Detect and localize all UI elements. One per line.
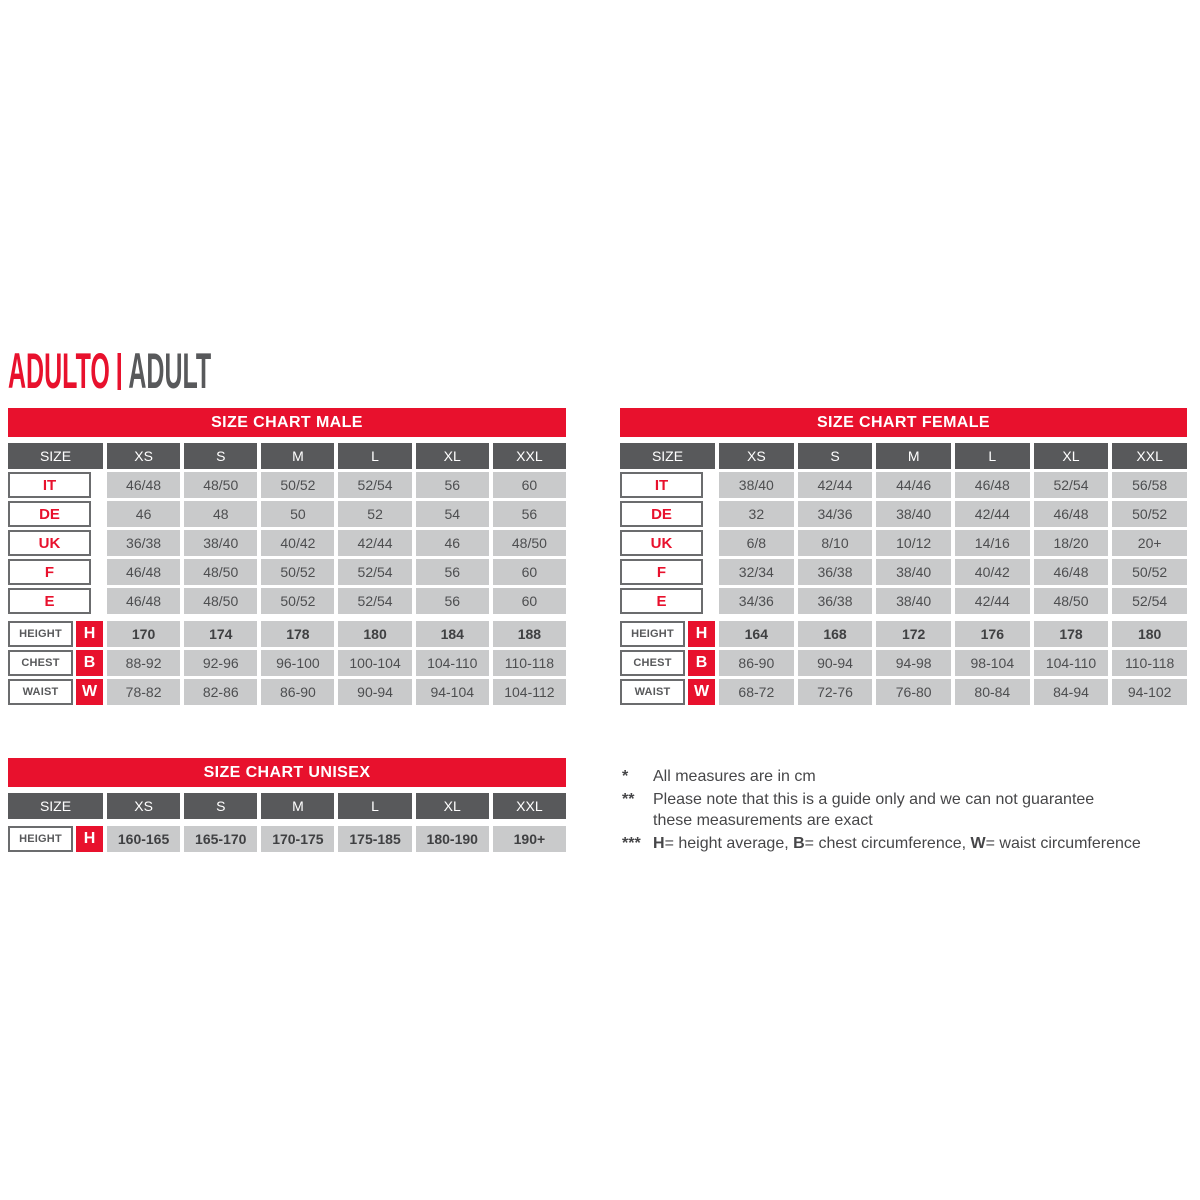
measure-value-cell: 178	[1034, 621, 1109, 647]
size-chart-unisex-table	[8, 758, 566, 852]
measure-letter-badge: W	[76, 679, 103, 705]
measure-value-cell: 104-110	[416, 650, 489, 676]
measure-value-cell: 68-72	[719, 679, 794, 705]
measure-value-cell: 170	[107, 621, 180, 647]
size-value-cell: 38/40	[876, 588, 951, 614]
measure-letter-badge: H	[76, 621, 103, 647]
measure-value-cell: 176	[955, 621, 1030, 647]
size-value-cell: 46/48	[1034, 559, 1109, 585]
measure-value-cell: 96-100	[261, 650, 334, 676]
size-value-cell: 56/58	[1112, 472, 1187, 498]
measure-value-cell: 94-98	[876, 650, 951, 676]
size-value-cell: 52/54	[1034, 472, 1109, 498]
size-column-header: SIZE	[8, 793, 103, 819]
size-value-cell: 44/46	[876, 472, 951, 498]
footnote	[622, 766, 1197, 787]
size-value-cell: 34/36	[719, 588, 794, 614]
size-value-cell: 50	[261, 501, 334, 527]
measure-row-label	[620, 650, 715, 676]
footnote	[622, 789, 1197, 831]
measure-row-label	[8, 650, 103, 676]
size-value-cell: 56	[493, 501, 566, 527]
page-title-primary: ADULTO	[8, 343, 110, 399]
size-system-label: DE	[8, 501, 91, 527]
measure-value-cell: 180	[1112, 621, 1187, 647]
size-system-label: UK	[620, 530, 703, 556]
size-value-cell: 42/44	[955, 501, 1030, 527]
size-value-cell: 46/48	[107, 472, 180, 498]
size-value-cell: 50/52	[261, 559, 334, 585]
footnote-text: H= height average, B= chest circumference, W= waist circumference	[653, 835, 1141, 852]
size-column-header: SIZE	[620, 443, 715, 469]
measure-name-label: WAIST	[620, 679, 685, 705]
size-system-label: DE	[620, 501, 703, 527]
size-system-label: IT	[620, 472, 703, 498]
size-value-cell: 14/16	[955, 530, 1030, 556]
measure-value-cell: 94-104	[416, 679, 489, 705]
size-value-cell: 48/50	[184, 472, 257, 498]
measure-value-cell: 180	[338, 621, 411, 647]
page-title-secondary: ADULT	[128, 343, 212, 399]
column-header-cell: S	[184, 443, 257, 469]
measure-value-cell: 172	[876, 621, 951, 647]
column-header-cell: XL	[1034, 443, 1109, 469]
size-column-header: SIZE	[8, 443, 103, 469]
size-value-cell: 48	[184, 501, 257, 527]
size-value-cell: 52/54	[338, 559, 411, 585]
footnote-marker: **	[622, 791, 635, 808]
column-header-cell: M	[261, 793, 334, 819]
size-value-cell: 40/42	[261, 530, 334, 556]
size-value-cell: 46/48	[107, 559, 180, 585]
measure-value-cell: 188	[493, 621, 566, 647]
size-system-label: IT	[8, 472, 91, 498]
measure-value-cell: 160-165	[107, 826, 180, 852]
size-value-cell: 10/12	[876, 530, 951, 556]
measure-letter-badge: H	[688, 621, 715, 647]
size-value-cell: 36/38	[798, 559, 873, 585]
measure-name-label: WAIST	[8, 679, 73, 705]
size-value-cell: 20+	[1112, 530, 1187, 556]
measure-value-cell: 190+	[493, 826, 566, 852]
measure-value-cell: 78-82	[107, 679, 180, 705]
measure-value-cell: 92-96	[184, 650, 257, 676]
measure-value-cell: 184	[416, 621, 489, 647]
size-value-cell: 8/10	[798, 530, 873, 556]
measure-value-cell: 180-190	[416, 826, 489, 852]
table-title-bar: SIZE CHART MALE	[8, 408, 566, 437]
size-value-cell: 50/52	[1112, 501, 1187, 527]
column-header-cell: M	[876, 443, 951, 469]
measure-value-cell: 84-94	[1034, 679, 1109, 705]
measure-grid	[620, 621, 1187, 705]
size-value-cell: 52/54	[1112, 588, 1187, 614]
size-value-cell: 48/50	[184, 559, 257, 585]
measure-grid	[8, 826, 566, 852]
size-system-label: F	[620, 559, 703, 585]
size-system-label: F	[8, 559, 91, 585]
size-value-cell: 48/50	[493, 530, 566, 556]
size-value-cell: 54	[416, 501, 489, 527]
size-value-cell: 34/36	[798, 501, 873, 527]
size-value-cell: 56	[416, 472, 489, 498]
column-header-cell: M	[261, 443, 334, 469]
size-value-cell: 60	[493, 472, 566, 498]
measure-value-cell: 76-80	[876, 679, 951, 705]
column-header-cell: S	[798, 443, 873, 469]
measure-grid	[8, 621, 566, 705]
measure-letter-badge: B	[76, 650, 103, 676]
measure-row-label	[620, 621, 715, 647]
measure-row-label	[8, 679, 103, 705]
table-grid	[8, 443, 566, 614]
size-value-cell: 32	[719, 501, 794, 527]
size-value-cell: 18/20	[1034, 530, 1109, 556]
measure-name-label: HEIGHT	[8, 621, 73, 647]
column-header-cell: XXL	[493, 793, 566, 819]
measure-value-cell: 178	[261, 621, 334, 647]
size-value-cell: 52/54	[338, 588, 411, 614]
table-grid	[620, 443, 1187, 614]
size-value-cell: 42/44	[955, 588, 1030, 614]
size-value-cell: 60	[493, 588, 566, 614]
size-value-cell: 56	[416, 588, 489, 614]
table-grid	[8, 793, 566, 819]
size-value-cell: 50/52	[1112, 559, 1187, 585]
size-value-cell: 46/48	[107, 588, 180, 614]
measure-letter-badge: H	[76, 826, 103, 852]
measure-value-cell: 164	[719, 621, 794, 647]
size-value-cell: 38/40	[876, 501, 951, 527]
measure-value-cell: 98-104	[955, 650, 1030, 676]
column-header-cell: XS	[719, 443, 794, 469]
measure-value-cell: 110-118	[493, 650, 566, 676]
column-header-cell: L	[338, 793, 411, 819]
footnote-marker: ***	[622, 835, 641, 852]
measure-value-cell: 86-90	[261, 679, 334, 705]
size-value-cell: 36/38	[798, 588, 873, 614]
column-header-cell: XL	[416, 793, 489, 819]
measure-value-cell: 168	[798, 621, 873, 647]
size-value-cell: 42/44	[338, 530, 411, 556]
size-chart-female-table	[620, 408, 1187, 705]
column-header-cell: XXL	[1112, 443, 1187, 469]
size-value-cell: 46	[107, 501, 180, 527]
measure-value-cell: 104-112	[493, 679, 566, 705]
measure-value-cell: 175-185	[338, 826, 411, 852]
measure-value-cell: 110-118	[1112, 650, 1187, 676]
size-value-cell: 36/38	[107, 530, 180, 556]
footnotes-block	[622, 766, 1197, 856]
measure-name-label: CHEST	[620, 650, 685, 676]
size-value-cell: 56	[416, 559, 489, 585]
footnote-text: All measures are in cm	[653, 768, 816, 785]
measure-value-cell: 165-170	[184, 826, 257, 852]
column-header-cell: L	[955, 443, 1030, 469]
measure-letter-badge: B	[688, 650, 715, 676]
size-value-cell: 38/40	[184, 530, 257, 556]
size-value-cell: 46/48	[1034, 501, 1109, 527]
title-divider	[117, 353, 121, 390]
measure-row-label	[8, 826, 103, 852]
measure-value-cell: 90-94	[798, 650, 873, 676]
measure-name-label: CHEST	[8, 650, 73, 676]
measure-row-label	[8, 621, 103, 647]
size-value-cell: 38/40	[876, 559, 951, 585]
size-value-cell: 48/50	[184, 588, 257, 614]
measure-value-cell: 100-104	[338, 650, 411, 676]
size-system-label: UK	[8, 530, 91, 556]
size-value-cell: 42/44	[798, 472, 873, 498]
measure-row-label	[620, 679, 715, 705]
column-header-cell: S	[184, 793, 257, 819]
measure-value-cell: 88-92	[107, 650, 180, 676]
size-system-label: E	[620, 588, 703, 614]
size-value-cell: 32/34	[719, 559, 794, 585]
size-value-cell: 40/42	[955, 559, 1030, 585]
column-header-cell: XXL	[493, 443, 566, 469]
size-system-label: E	[8, 588, 91, 614]
page-title	[8, 343, 414, 399]
measure-value-cell: 174	[184, 621, 257, 647]
measure-name-label: HEIGHT	[620, 621, 685, 647]
measure-letter-badge: W	[688, 679, 715, 705]
footnote	[622, 833, 1197, 854]
measure-value-cell: 90-94	[338, 679, 411, 705]
footnote-text: Please note that this is a guide only and we can not guarantee these measurements are exact	[653, 791, 1095, 829]
size-value-cell: 46/48	[955, 472, 1030, 498]
table-title-bar: SIZE CHART FEMALE	[620, 408, 1187, 437]
measure-value-cell: 86-90	[719, 650, 794, 676]
measure-value-cell: 104-110	[1034, 650, 1109, 676]
measure-name-label: HEIGHT	[8, 826, 73, 852]
measure-value-cell: 72-76	[798, 679, 873, 705]
size-value-cell: 50/52	[261, 472, 334, 498]
size-value-cell: 60	[493, 559, 566, 585]
measure-value-cell: 80-84	[955, 679, 1030, 705]
column-header-cell: XS	[107, 443, 180, 469]
footnote-marker: *	[622, 768, 629, 785]
size-value-cell: 38/40	[719, 472, 794, 498]
measure-value-cell: 94-102	[1112, 679, 1187, 705]
size-value-cell: 6/8	[719, 530, 794, 556]
size-value-cell: 52/54	[338, 472, 411, 498]
size-chart-male-table	[8, 408, 566, 705]
size-value-cell: 48/50	[1034, 588, 1109, 614]
column-header-cell: XL	[416, 443, 489, 469]
size-value-cell: 52	[338, 501, 411, 527]
measure-value-cell: 170-175	[261, 826, 334, 852]
table-title-bar: SIZE CHART UNISEX	[8, 758, 566, 787]
measure-value-cell: 82-86	[184, 679, 257, 705]
column-header-cell: L	[338, 443, 411, 469]
size-value-cell: 46	[416, 530, 489, 556]
size-value-cell: 50/52	[261, 588, 334, 614]
column-header-cell: XS	[107, 793, 180, 819]
